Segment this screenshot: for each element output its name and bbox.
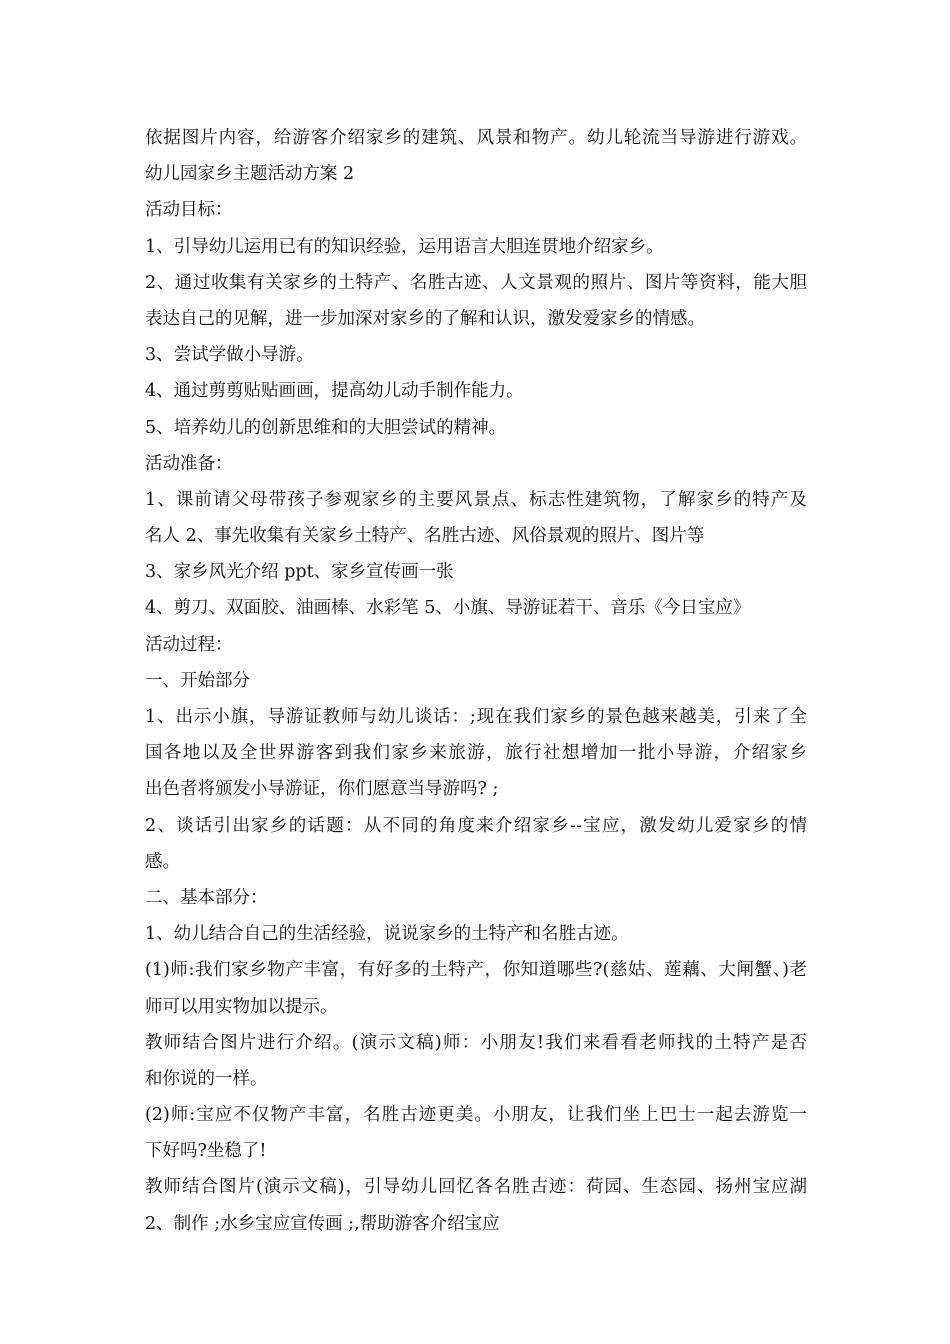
text-line: 3、尝试学做小导游。 <box>145 345 314 366</box>
text-line: 2、通过收集有关家乡的土特产、名胜古迹、人文景观的照片、图片等资料，能大胆 <box>145 272 807 293</box>
text-line: (2)师:宝应不仅物产丰富，名胜古迹更美。小朋友，让我们坐上巴士一起去游览一 <box>145 1105 807 1126</box>
section-heading: 活动准备： <box>145 453 233 474</box>
text-line: 4、通过剪剪贴贴画画，提高幼儿动手制作能力。 <box>145 381 524 402</box>
section-heading: 二、基本部分： <box>145 887 268 908</box>
section-heading: 一、开始部分 <box>145 670 250 691</box>
text-line: (1)师:我们家乡物产丰富，有好多的土特产，你知道哪些?(慈姑、莲藕、大闸蟹、)老 <box>145 960 807 981</box>
section-heading: 活动过程： <box>145 634 233 655</box>
text-line: 国各地以及全世界游客到我们家乡来旅游，旅行社想增加一批小导游，介绍家乡 <box>145 743 807 764</box>
text-line: 4、剪刀、双面胶、油画棒、水彩笔 5、小旗、导游证若干、音乐《今日宝应》 <box>145 598 751 619</box>
text-line: 出色者将颁发小导游证，你们愿意当导游吗? ; <box>145 779 499 800</box>
text-line: 感。 <box>145 851 180 872</box>
text-line: 1、引导幼儿运用已有的知识经验，运用语言大胆连贯地介绍家乡。 <box>145 236 664 257</box>
text-line: 教师结合图片进行介绍。(演示文稿)师：小朋友!我们来看看老师找的土特产是否 <box>145 1032 807 1053</box>
text-line: 1、出示小旗，导游证教师与幼儿谈话：;现在我们家乡的景色越来越美，引来了全 <box>145 707 807 727</box>
text-line: 下好吗?坐稳了! <box>145 1141 267 1162</box>
section-title: 幼儿园家乡主题活动方案 2 <box>145 164 355 185</box>
text-line: 5、培养幼儿的创新思维和的大胆尝试的精神。 <box>145 417 507 438</box>
text-line: 和你说的一样。 <box>145 1068 268 1089</box>
text-line: 2、制作 ;水乡宝应宣传画 ;,帮助游客介绍宝应 <box>145 1213 500 1234</box>
text-line: 依据图片内容，给游客介绍家乡的建筑、风景和物产。幼儿轮流当导游进行游戏。 <box>145 128 807 148</box>
text-line: 表达自己的见解，进一步加深对家乡的了解和认识，激发爱家乡的情感。 <box>145 308 705 329</box>
text-line: 3、家乡风光介绍 ppt、家乡宣传画一张 <box>145 562 454 583</box>
section-heading: 活动目标： <box>145 200 233 221</box>
text-line: 2、谈话引出家乡的话题：从不同的角度来介绍家乡--宝应，激发幼儿爱家乡的情 <box>145 815 807 836</box>
text-line: 师可以用实物加以提示。 <box>145 996 338 1017</box>
document-body <box>145 120 807 1242</box>
text-line: 名人 2、事先收集有关家乡土特产、名胜古迹、风俗景观的照片、图片等 <box>145 526 705 547</box>
text-line: 1、课前请父母带孩子参观家乡的主要风景点、标志性建筑物，了解家乡的特产及 <box>145 489 807 510</box>
text-line: 教师结合图片(演示文稿)，引导幼儿回忆各名胜古迹：荷园、生态园、扬州宝应湖 <box>145 1177 807 1198</box>
text-line: 1、幼儿结合自己的生活经验，说说家乡的土特产和名胜古迹。 <box>145 924 629 945</box>
